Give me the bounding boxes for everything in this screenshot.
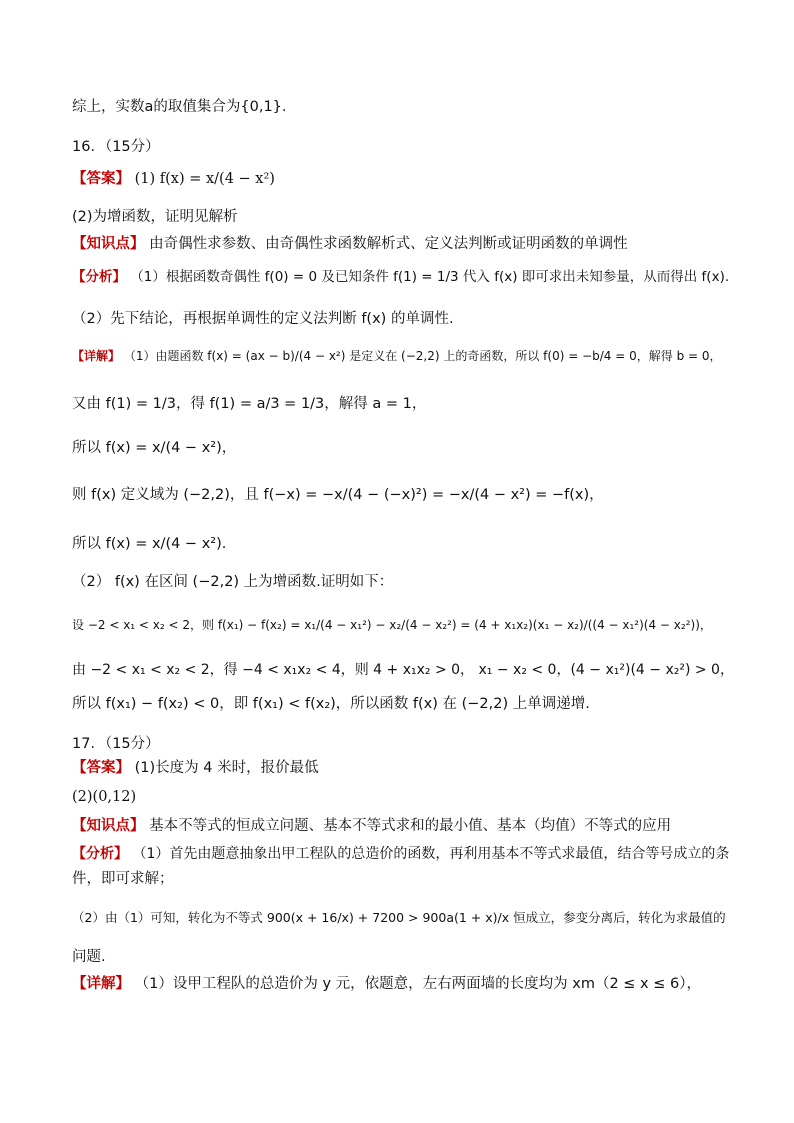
- text-line: （2） f(x) 在区间 (−2,2) 上为增函数.证明如下：: [72, 574, 394, 590]
- detail-line: [72, 973, 734, 995]
- section-tag: 【知识点】: [72, 236, 145, 252]
- text-line: 则 f(x) 定义域为 (−2,2)，且 f(−x) = −x/(4 − (−x)²) = −x/(4 − x²) = −f(x)，: [72, 487, 604, 503]
- text-line: （1）由题函数 f(x) = (ax − b)/(4 − x²) 是定义在 (−2,2) 上的奇函数，所以 f(0) = −b/4 = 0，解得 b = 0，: [123, 349, 722, 363]
- text-line: (1)长度为 4 米时，报价最低: [134, 760, 319, 776]
- section-tag: 【详解】: [72, 976, 130, 992]
- text-line: 综上，实数a的取值集合为{0,1}.: [72, 99, 287, 115]
- answer-line: [72, 168, 734, 190]
- section-tag: 【分析】: [72, 269, 126, 285]
- text-line: （1）根据函数奇偶性 f(0) = 0 及已知条件 f(1) = 1/3 代入 f(x) 即可求出未知参量，从而得出 f(x).: [130, 269, 730, 285]
- text-line: 所以 f(x₁) − f(x₂) < 0，即 f(x₁) < f(x₂)，所以函数 f(x) 在 (−2,2) 上单调递增.: [72, 696, 590, 712]
- text-line: 基本不等式的恒成立问题、基本不等式求和的最小值、基本（均值）不等式的应用: [149, 818, 672, 834]
- question-heading: 17．（15分）: [72, 736, 160, 752]
- text-line: （1）首先由题意抽象出甲工程队的总造价的函数，再利用基本不等式求最值，结合等号成立的条: [132, 846, 730, 862]
- detail-line: [72, 345, 734, 367]
- analysis-line: [72, 843, 734, 865]
- answer-line: [72, 757, 734, 779]
- text-line: 问题.: [72, 949, 106, 965]
- knowledge-line: [72, 233, 734, 255]
- section-tag: 【答案】: [72, 760, 130, 776]
- text-line: （2）先下结论，再根据单调性的定义法判断 f(x) 的单调性.: [72, 311, 454, 327]
- text-line: 设 −2 < x₁ < x₂ < 2，则 f(x₁) − f(x₂) = x₁/(4 − x₁²) − x₂/(4 − x₂²) = (4 + x₁x₂)(x₁ − x₂)/((4 − x₁²)(4 − x₂²))，: [72, 618, 712, 632]
- knowledge-line: [72, 815, 734, 837]
- text-line: 所以 f(x) = x/(4 − x²).: [72, 536, 227, 552]
- analysis-line: [72, 266, 734, 288]
- section-tag: 【知识点】: [72, 818, 145, 834]
- text-line: 所以 f(x) = x/(4 − x²)，: [72, 440, 237, 456]
- text-line: (2)(0,12): [72, 789, 137, 805]
- text-line: 由奇偶性求参数、由奇偶性求函数解析式、定义法判断或证明函数的单调性: [149, 236, 628, 252]
- text-line: 由 −2 < x₁ < x₂ < 2，得 −4 < x₁x₂ < 4，则 4 + x₁x₂ > 0， x₁ − x₂ < 0，(4 − x₁²)(4 − x₂²) > 0，: [72, 662, 734, 678]
- text-line: 又由 f(1) = 1/3，得 f(1) = a/3 = 1/3，解得 a = 1，: [72, 396, 427, 412]
- section-tag: 【详解】: [72, 349, 121, 363]
- text-line: (1) f(x) = x/(4 − x²): [134, 171, 275, 187]
- text-line: （2）由（1）可知，转化为不等式 900(x + 16/x) + 7200 > 900a(1 + x)/x 恒成立，参变分离后，转化为求最值的: [72, 910, 726, 925]
- section-tag: 【答案】: [72, 171, 130, 187]
- text-line: 件，即可求解；: [72, 871, 174, 887]
- text-line: （1）设甲工程队的总造价为 y 元，依题意，左右两面墙的长度均为 xm（2 ≤ x ≤ 6），: [134, 976, 701, 992]
- section-tag: 【分析】: [72, 846, 128, 862]
- question-heading: 16．（15分）: [72, 139, 160, 155]
- text-line: (2)为增函数，证明见解析: [72, 209, 238, 225]
